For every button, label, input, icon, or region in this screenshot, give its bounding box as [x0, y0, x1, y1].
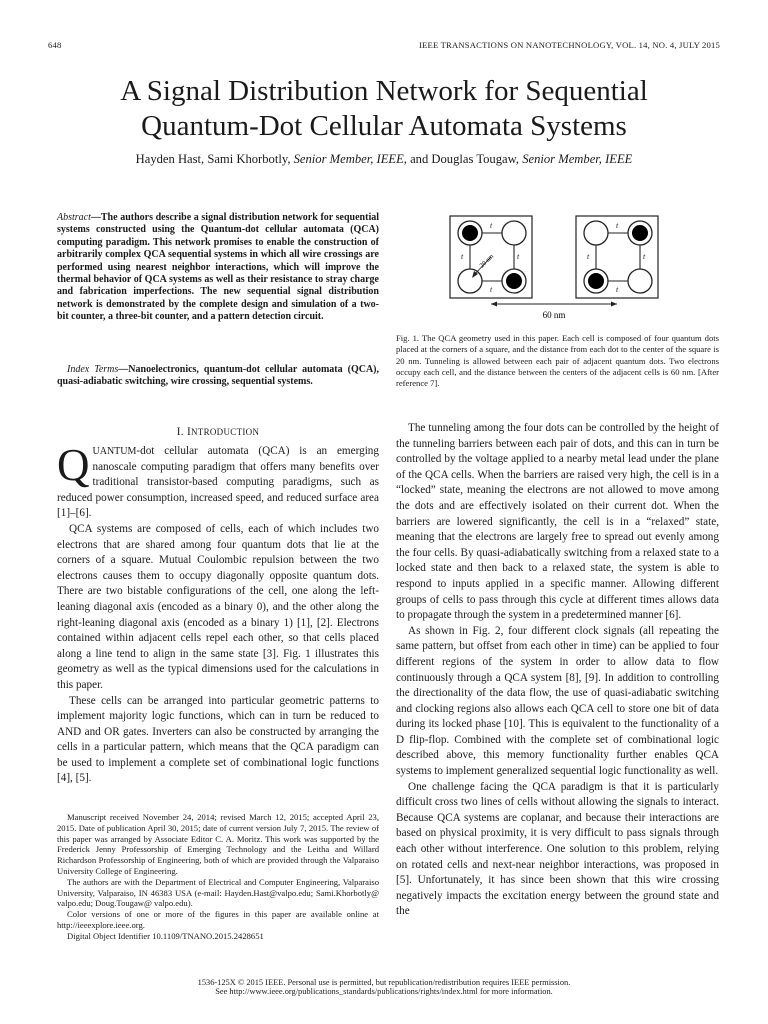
abstract — [57, 212, 379, 324]
intro-paragraph-2: QCA systems are composed of cells, each of which includes two electrons that are shared among four quantum dots that lie at the corners of a square. Mutual Coulombic repulsion between the two electrons causes them to occupy diagonally opposite quantum dots. There are two bistable configurations of the cell, one along the left-leaning diagonal axis (encoded as a binary 0), and the other along the right-leaning diagonal axis (encoded as a binary 1) [1], [2]. Electrons contained within adjacent cells repel each other, so that cells placed along a line tend to align in the same state [3]. Fig. 1 illustrates this geometry as well as the typical dimensions used for the calculations in this paper. — [57, 522, 379, 691]
quantum-dot — [584, 221, 608, 245]
permissions-line: See http://www.ieee.org/publications_standards/publications/rights/index.html for more information. — [215, 987, 553, 996]
tunnel-label: t — [616, 285, 619, 294]
author-role-1: Senior Member, IEEE, — [293, 152, 407, 166]
paper-title — [0, 74, 768, 144]
footnote-color: Color versions of one or more of the figures in this paper are available online at http://ieeexplore.ieee.org. — [57, 909, 379, 930]
right-paragraph-1: The tunneling among the four dots can be controlled by the height of the tunneling barriers between each pair of dots, and this can in turn be controlled by the voltage applied to a nearby metal lead under the plane of the QCA cells. When the barriers are raised very high, the cell is in a “locked” state, meaning the electrons are not allowed to move among the dots and are effectively isolated on their current dot. When the barriers are lowered significantly, the cell is in a “relaxed” state, meaning that the electrons are largely free to spread out evenly among the four cells. By quasi-adiabatically switching from a relaxed state to a locked state and then back to a relaxed state, the system is able to respond to inputs applied in a specific manner. Allowing different groups of cells to pass through this cycle at different times allows data to propagate through the system in a predetermined manner [6]. — [396, 422, 719, 622]
tunnel-label: t — [587, 252, 590, 261]
abstract-text: —The authors describe a signal distribution network for sequential systems constructed using the Quantum-dot cellular automata (QCA) computing paradigm. This network promises to enable the construction of arbitrarily complex QCA sequential systems in which all wire crossings are performed using nearest neighbor interactions, which will improve the thermal behavior of QCA systems as well as their resistance to stray charge and fabrication imperfections. The new sequential signal distribution network is demonstrated by the complete design and simulation of a two-bit counter, a three-bit counter, and a pattern detection circuit. — [57, 212, 379, 323]
dimension-60nm: 60 nm — [542, 310, 566, 320]
journal-header: IEEE TRANSACTIONS ON NANOTECHNOLOGY, VOL. 14, NO. 4, JULY 2015 — [418, 40, 720, 50]
title-line-2: Quantum-Dot Cellular Automata Systems — [141, 110, 627, 142]
copyright-footer — [0, 978, 768, 996]
index-terms-label: Index Terms — [67, 364, 119, 375]
drop-cap: Q — [57, 440, 90, 490]
copyright-line: 1536-125X © 2015 IEEE. Personal use is permitted, but republication/redistribution requires IEEE permission. — [197, 978, 571, 987]
author-names-1: Hayden Hast, Sami Khorbotly, — [135, 152, 294, 166]
author-role-2: Senior Member, IEEE — [522, 152, 633, 166]
quantum-dot-electron — [462, 225, 478, 241]
tunnel-label: t — [643, 252, 646, 261]
abstract-label: Abstract — [57, 212, 91, 223]
footnote-manuscript: Manuscript received November 24, 2014; revised March 12, 2015; accepted April 23, 2015. Date of publication April 30, 2015; date of current version July 7, 2015. The review of this paper was arranged by Associate Editor C. A. Moritz. This work was supported by the Frederick Jenny Professorship of Emerging Technology and the Leitha and Willard Richardson Professorship of Engineering, both of which are provided through the Valparaiso University College of Engineering. — [57, 812, 379, 876]
footnote-affiliation: The authors are with the Department of Electrical and Computer Engineering, Valparaiso University, Valparaiso, IN 46383 USA (e-mail: Hayden.Hast@valpo.edu; Sami.Khorbotly@ valpo.edu; Doug.Tougaw@ valpo.edu). — [57, 876, 379, 909]
title-line-1: A Signal Distribution Network for Sequential — [120, 75, 648, 107]
author-names-2: and Douglas Tougaw, — [406, 152, 523, 166]
index-terms — [57, 364, 379, 389]
intro-paragraph-3: These cells can be arranged into particular geometric patterns to implement majority logic functions, which can in turn be reduced to AND and OR gates. Inverters can also be constructed by arranging the cells in a particular pattern, which means that the QCA paradigm can be used to implement a complete set of combinational logic functions [4], [5]. — [57, 694, 379, 785]
figure-qca-geometry — [444, 212, 684, 324]
page-number: 648 — [48, 40, 62, 50]
quantum-dot — [628, 269, 652, 293]
footnotes — [57, 812, 379, 942]
figure-caption: Fig. 1. The QCA geometry used in this paper. Each cell is composed of four quantum dots placed at the corners of a square, and the distance from each dot to the center of the square is 20 nm. Tunneling is allowed between each pair of adjacent quantum dots. Two electrons occupy each cell, and the distance between the centers of the adjacent cells is 60 nm. [After reference 7]. — [396, 333, 719, 389]
quantum-dot-electron — [506, 273, 522, 289]
tunnel-label: t — [517, 252, 520, 261]
tunnel-label: t — [490, 221, 493, 230]
quantum-dot-electron — [632, 225, 648, 241]
left-column-body — [57, 440, 379, 787]
tunnel-label: t — [490, 285, 493, 294]
right-column-body — [396, 421, 719, 920]
right-paragraph-2: As shown in Fig. 2, four different clock signals (all repeating the same pattern, but offset from each other in time) can be applied to four different regions of the system in order to allow data to flow continuously through a QCA system [8], [9]. In addition to controlling the directionality of the data flow, the use of quasi-adiabatic switching and clocking regions also allows each QCA cell to store one bit of data during its locked phase [10]. This is equivalent to the functionality of a D flip-flop. Combined with the complete set of combinational logic described above, this memory functionality further enables QCA systems to implement generalized sequential logic functionality as well. — [396, 624, 719, 778]
right-paragraph-3: One challenge facing the QCA paradigm is that it is particularly difficult cross two lines of cells without allowing the signals to interact. Because QCA systems are coplanar, and because their interactions are based on physical proximity, it is very difficult to pass signals through each other without interference. One solution to this problem, relying on rotated cells and next-near neighbor interactions, was proposed in [5]. Unfortunately, it has since been shown that this wire crossing negatively impacts the excitation energy between the ground state and the — [396, 780, 719, 918]
quantum-dot-electron — [588, 273, 604, 289]
footnote-doi: Digital Object Identifier 10.1109/TNANO.2015.2428651 — [67, 930, 264, 941]
dimension-20nm: 20 nm — [478, 252, 496, 270]
quantum-dot — [502, 221, 526, 245]
quantum-dot — [458, 269, 482, 293]
section-heading: I. INTRODUCTION — [176, 426, 260, 438]
tunnel-label: t — [461, 252, 464, 261]
intro-paragraph-1: QUANTUM-dot cellular automata (QCA) is an emerging nanoscale computing paradigm that offers many benefits over traditional transistor-based computing paradigms, such as reduced power consumption, increased speed, and reduced surface area [1]–[6]. — [57, 440, 379, 520]
tunnel-label: t — [616, 221, 619, 230]
author-list — [0, 152, 768, 167]
index-terms-text: —Nanoelectronics, quantum-dot cellular automata (QCA), quasi-adiabatic switching, wire crossing, sequential systems. — [57, 364, 379, 388]
